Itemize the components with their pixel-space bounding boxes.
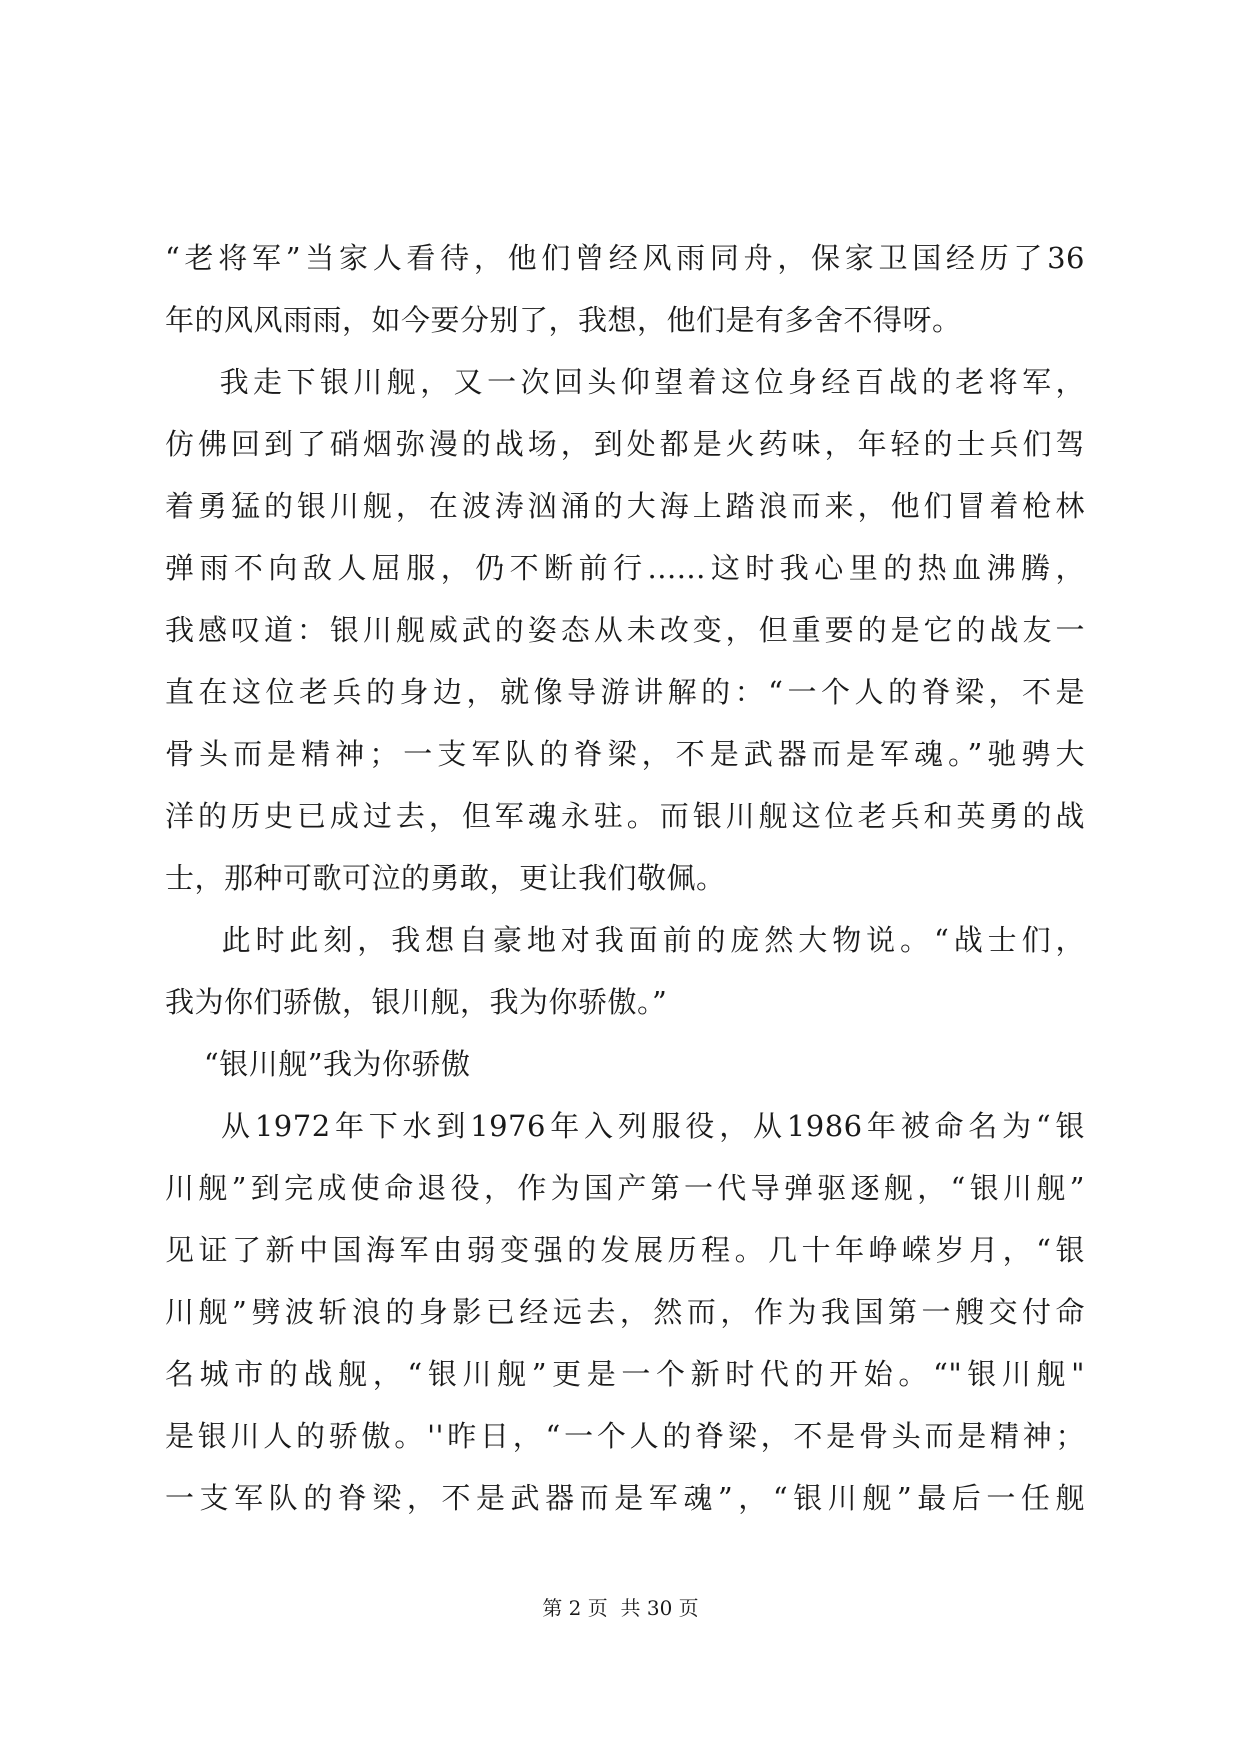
page-number-footer: 第 2 页 共 30 页 <box>542 1596 699 1620</box>
text-line: 仿佛回到了硝烟弥漫的战场，到处都是火药味，年轻的士兵们驾 <box>165 427 1085 461</box>
text-line: 我感叹道：银川舰威武的姿态从未改变，但重要的是它的战友一 <box>165 613 1085 647</box>
text-line: 我为你们骄傲，银川舰，我为你骄傲。” <box>165 985 668 1019</box>
body-text <box>165 227 1085 1529</box>
text-line: 见证了新中国海军由弱变强的发展历程。几十年峥嵘岁月，“银 <box>165 1233 1085 1267</box>
text-line: 从1972年下水到1976年入列服役，从1986年被命名为“银 <box>165 1109 1085 1143</box>
text-line: 弹雨不向敌人屈服，仍不断前行......这时我心里的热血沸腾， <box>165 551 1085 585</box>
text-line: 一支军队的脊梁，不是武器而是军魂”，“银川舰”最后一任舰 <box>165 1481 1085 1515</box>
text-line: 川舰”劈波斩浪的身影已经远去，然而，作为我国第一艘交付命 <box>165 1295 1085 1329</box>
text-line: 我走下银川舰，又一次回头仰望着这位身经百战的老将军， <box>165 365 1085 399</box>
text-line: “老将军”当家人看待，他们曾经风雨同舟，保家卫国经历了36 <box>165 241 1085 275</box>
text-line: 是银川人的骄傲。''昨日，“一个人的脊梁，不是骨头而是精神； <box>165 1419 1085 1453</box>
text-line: 此时此刻，我想自豪地对我面前的庞然大物说。“战士们， <box>165 923 1085 957</box>
text-line: 名城市的战舰，“银川舰”更是一个新时代的开始。“"银川舰" <box>165 1357 1085 1391</box>
text-line: 士，那种可歌可泣的勇敢，更让我们敬佩。 <box>165 861 726 895</box>
text-line: 年的风风雨雨，如今要分别了，我想，他们是有多舍不得呀。 <box>165 303 962 337</box>
section-heading: “银川舰”我为你骄傲 <box>165 1047 471 1081</box>
text-line: 洋的历史已成过去，但军魂永驻。而银川舰这位老兵和英勇的战 <box>165 799 1085 833</box>
text-line: 川舰”到完成使命退役，作为国产第一代导弹驱逐舰，“银川舰” <box>165 1171 1085 1205</box>
text-line: 着勇猛的银川舰，在波涛汹涌的大海上踏浪而来，他们冒着枪林 <box>165 489 1085 523</box>
text-line: 直在这位老兵的身边，就像导游讲解的：“一个人的脊梁，不是 <box>165 675 1085 709</box>
text-line: 骨头而是精神；一支军队的脊梁，不是武器而是军魂。”驰骋大 <box>165 737 1085 771</box>
